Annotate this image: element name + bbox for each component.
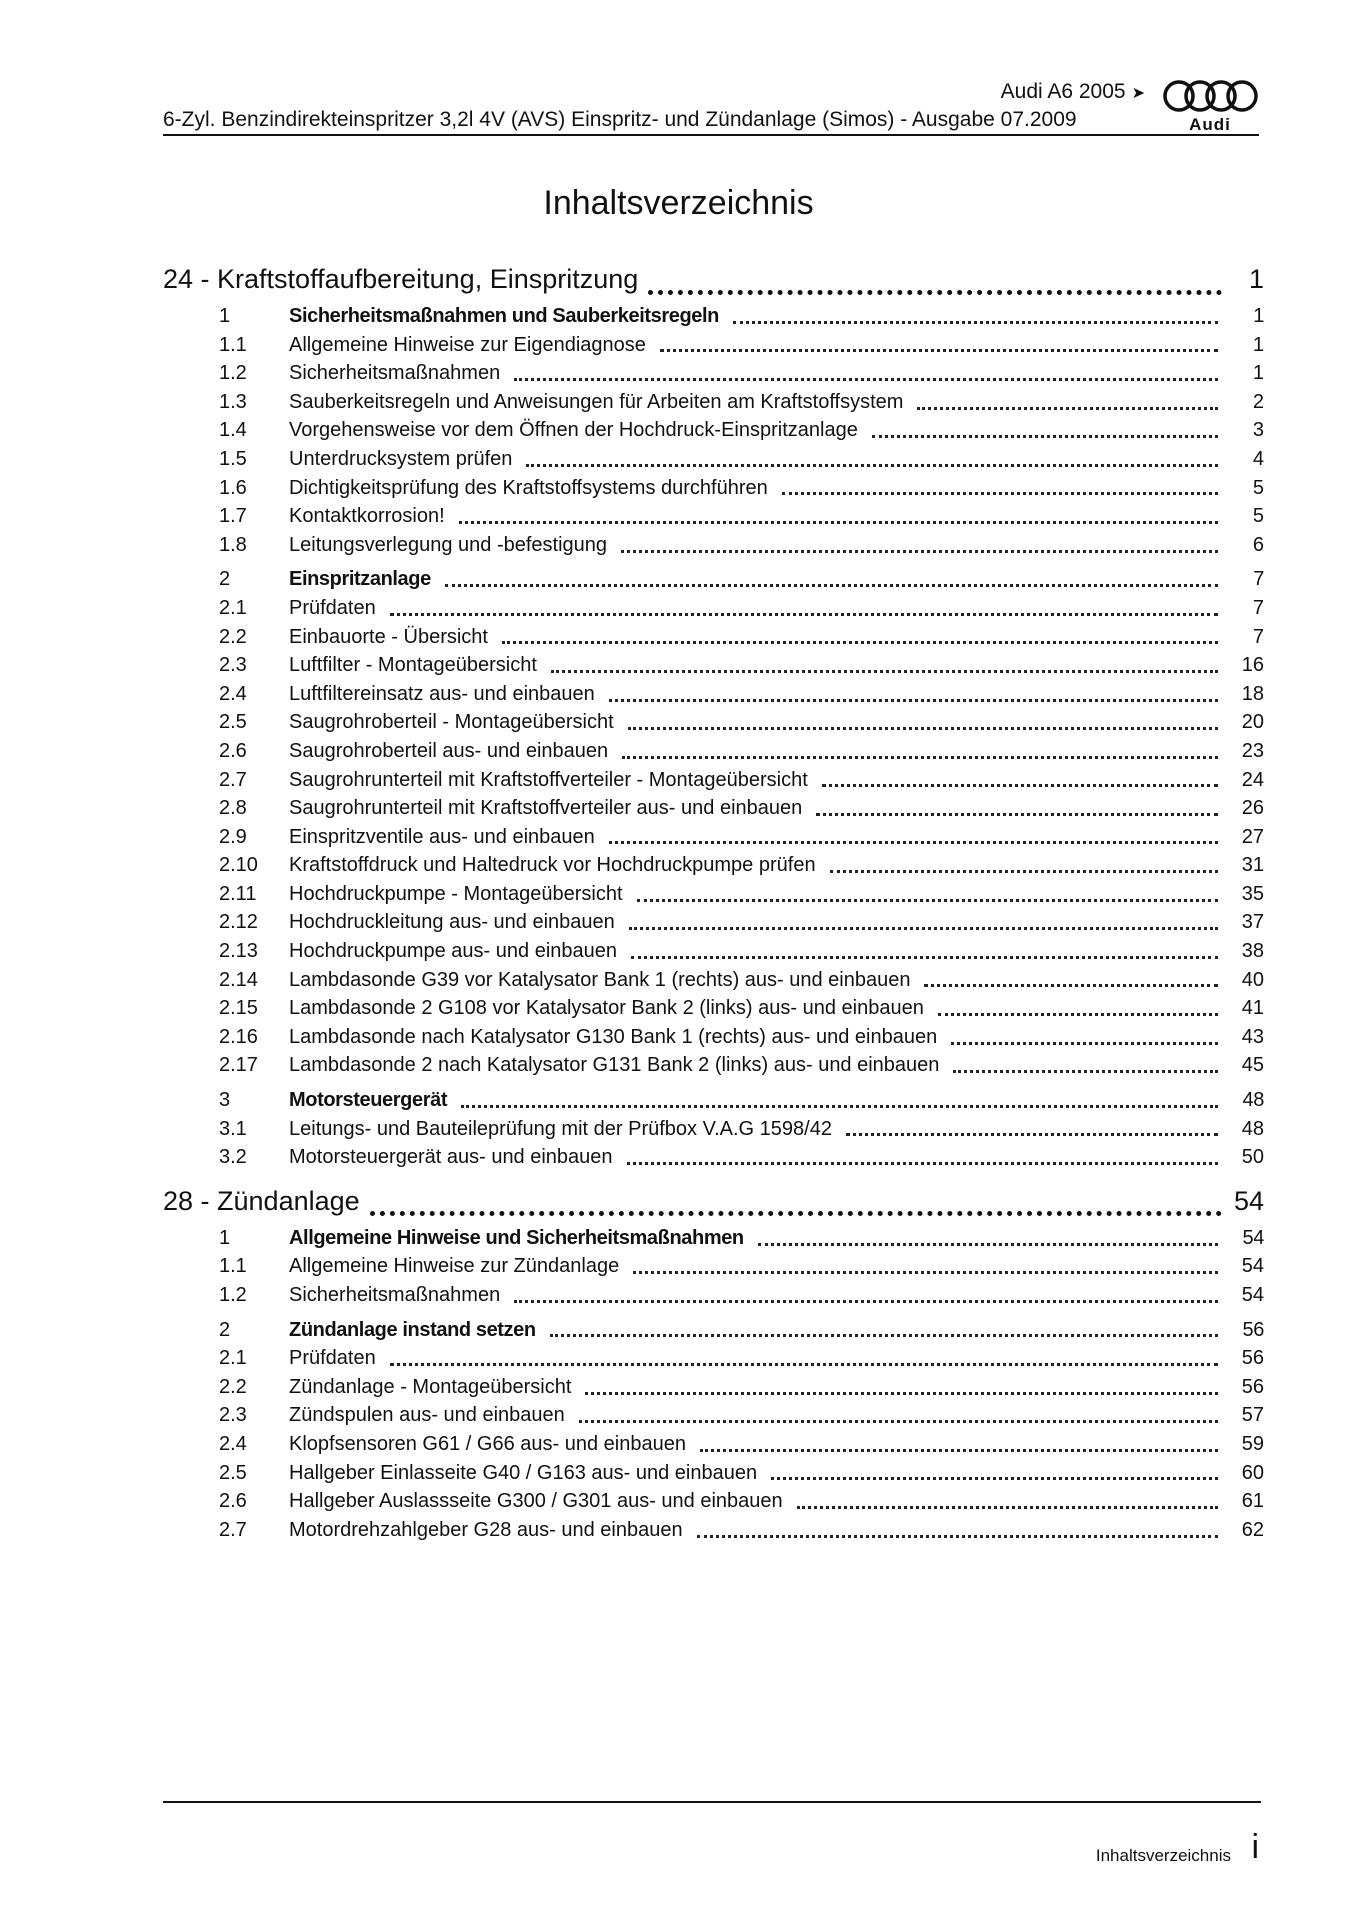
entry-title: Luftfilter - Montageübersicht xyxy=(289,654,537,677)
entry-page: 35 xyxy=(1241,882,1264,905)
dot-leader xyxy=(637,899,1218,902)
entry-number: 2.3 xyxy=(219,654,247,677)
entry-page: 7 xyxy=(1252,625,1264,648)
entry-number: 2.5 xyxy=(219,711,247,734)
entry-number: 2.2 xyxy=(219,625,247,648)
entry-page: 62 xyxy=(1241,1518,1264,1541)
dot-leader xyxy=(390,613,1218,616)
entry-title: Allgemeine Hinweise zur Eigendiagnose xyxy=(289,333,646,356)
entry-number: 2.7 xyxy=(219,768,247,791)
entry-number: 1.1 xyxy=(219,333,247,356)
entry-title: Sauberkeitsregeln und Anweisungen für Arbeiten am Kraftstoffsystem xyxy=(289,390,904,413)
toc-entry[interactable] xyxy=(163,737,1264,766)
entry-title: Sicherheitsmaßnahmen xyxy=(289,362,501,385)
toc-entry[interactable] xyxy=(163,623,1264,652)
entry-number: 2.8 xyxy=(219,797,247,820)
dot-leader xyxy=(629,927,1218,930)
toc-entry[interactable] xyxy=(163,474,1264,503)
dot-leader xyxy=(461,1105,1218,1108)
toc-entry[interactable] xyxy=(163,851,1264,880)
section-number: 1 xyxy=(219,305,231,327)
entry-title: Lambdasonde G39 vor Katalysator Bank 1 (rechts) aus- und einbauen xyxy=(289,968,911,991)
audi-logo xyxy=(1159,78,1261,134)
entry-page: 37 xyxy=(1241,911,1264,934)
chapter-page: 1 xyxy=(1248,264,1264,294)
entry-title: Lambdasonde 2 nach Katalysator G131 Bank 2 (links) aus- und einbauen xyxy=(289,1054,940,1077)
toc-entry[interactable] xyxy=(163,908,1264,937)
entry-number: 2.5 xyxy=(219,1461,247,1484)
section-title: Sicherheitsmaßnahmen und Sauberkeitsregeln xyxy=(289,305,719,327)
entry-page: 6 xyxy=(1252,533,1264,556)
entry-number: 3.1 xyxy=(219,1117,247,1140)
toc-entry[interactable] xyxy=(163,1430,1264,1459)
entry-title: Hochdruckleitung aus- und einbauen xyxy=(289,911,615,934)
dot-leader xyxy=(514,378,1218,381)
entry-title: Sicherheitsmaßnahmen xyxy=(289,1284,501,1306)
entry-title: Saugrohroberteil - Montageübersicht xyxy=(289,711,614,734)
entry-number: 1.6 xyxy=(219,476,247,499)
dot-leader xyxy=(370,1211,1222,1216)
entry-page: 24 xyxy=(1241,768,1264,791)
toc-entry[interactable] xyxy=(163,388,1264,417)
dot-leader xyxy=(953,1070,1218,1073)
entry-title: Zündspulen aus- und einbauen xyxy=(289,1404,565,1427)
toc-entry[interactable] xyxy=(163,502,1264,531)
entry-number: 1.8 xyxy=(219,533,247,556)
entry-page: 61 xyxy=(1241,1490,1264,1513)
dot-leader xyxy=(622,756,1218,759)
entry-number: 1.5 xyxy=(219,447,247,470)
dot-leader xyxy=(514,1300,1218,1303)
entry-page: 45 xyxy=(1241,1054,1264,1077)
toc-entry[interactable] xyxy=(163,1459,1264,1488)
entry-number: 2.12 xyxy=(219,911,258,934)
dot-leader xyxy=(758,1243,1218,1246)
entry-number: 2.4 xyxy=(219,682,247,705)
entry-title: Einspritzventile aus- und einbauen xyxy=(289,825,595,848)
section-page: 56 xyxy=(1242,1318,1264,1341)
toc-entry[interactable] xyxy=(163,966,1264,995)
entry-page: 31 xyxy=(1241,854,1264,877)
entry-page: 48 xyxy=(1241,1117,1264,1140)
toc-entry[interactable] xyxy=(163,794,1264,823)
entry-title: Lambdasonde nach Katalysator G130 Bank 1 (rechts) aus- und einbauen xyxy=(289,1025,938,1048)
toc-entry[interactable] xyxy=(163,331,1264,360)
entry-number: 2.7 xyxy=(219,1518,247,1541)
entry-page: 3 xyxy=(1252,419,1264,442)
entry-title: Saugrohrunterteil mit Kraftstoffverteiler aus- und einbauen xyxy=(289,797,803,820)
entry-number: 2.2 xyxy=(219,1375,247,1398)
dot-leader xyxy=(609,841,1218,844)
entry-number: 2.9 xyxy=(219,825,247,848)
section-number: 1 xyxy=(219,1226,231,1249)
entry-title: Klopfsensoren G61 / G66 aus- und einbauen xyxy=(289,1432,686,1455)
entry-number: 2.6 xyxy=(219,1490,247,1513)
section-number: 2 xyxy=(219,568,231,591)
entry-page: 59 xyxy=(1241,1432,1264,1455)
dot-leader xyxy=(816,813,1218,816)
dot-leader xyxy=(700,1449,1218,1452)
dot-leader xyxy=(579,1420,1218,1423)
header-divider xyxy=(163,134,1259,136)
toc-entry[interactable] xyxy=(163,594,1264,623)
section-title: Einspritzanlage xyxy=(289,568,431,591)
entry-number: 1.3 xyxy=(219,390,247,413)
entry-page: 40 xyxy=(1241,968,1264,991)
dot-leader xyxy=(733,321,1218,324)
dot-leader xyxy=(846,1133,1218,1136)
toc-entry[interactable] xyxy=(163,1516,1264,1545)
dot-leader xyxy=(502,641,1218,644)
entry-title: Motorsteuergerät aus- und einbauen xyxy=(289,1146,613,1169)
entry-title: Zündanlage - Montageübersicht xyxy=(289,1375,572,1398)
dot-leader xyxy=(771,1477,1218,1480)
dot-leader xyxy=(872,435,1218,438)
toc-entry[interactable] xyxy=(163,445,1264,474)
toc-entry[interactable] xyxy=(163,1487,1264,1516)
toc-entry[interactable] xyxy=(163,1373,1264,1402)
audi-wordmark: Audi xyxy=(1189,115,1231,134)
entry-page: 16 xyxy=(1241,654,1264,677)
toc-section[interactable] xyxy=(163,1316,1264,1345)
entry-title: Vorgehensweise vor dem Öffnen der Hochdruck-Einspritzanlage xyxy=(289,419,858,442)
toc-entry[interactable] xyxy=(163,708,1264,737)
toc-entry[interactable] xyxy=(163,766,1264,795)
entry-number: 2.1 xyxy=(219,596,247,619)
vehicle-model xyxy=(1001,80,1145,104)
dot-leader xyxy=(390,1363,1218,1366)
entry-page: 57 xyxy=(1241,1404,1264,1427)
footer-label: Inhaltsverzeichnis xyxy=(1095,1846,1231,1865)
model-label: Audi A6 2005 xyxy=(1000,80,1126,103)
dot-leader xyxy=(550,1334,1218,1337)
entry-page: 43 xyxy=(1241,1025,1264,1048)
entry-number: 1.4 xyxy=(219,419,247,442)
entry-page: 38 xyxy=(1241,940,1264,963)
toc-entry[interactable] xyxy=(163,1051,1264,1080)
toc-entry[interactable] xyxy=(163,1143,1264,1172)
page-title: Inhaltsverzeichnis xyxy=(543,184,814,222)
section-page: 48 xyxy=(1242,1089,1264,1112)
arrow-right-icon: ➤ xyxy=(1131,85,1145,102)
entry-page: 4 xyxy=(1252,447,1264,470)
entry-number: 2.3 xyxy=(219,1404,247,1427)
entry-page: 26 xyxy=(1241,797,1264,820)
entry-page: 2 xyxy=(1252,390,1264,413)
toc-section[interactable] xyxy=(163,302,1264,331)
chapter-page: 54 xyxy=(1233,1185,1264,1216)
entry-number: 2.13 xyxy=(219,940,258,963)
footer-page-number: i xyxy=(1251,1828,1259,1866)
section-number: 2 xyxy=(219,1318,231,1341)
section-title: Zündanlage instand setzen xyxy=(289,1318,536,1341)
entry-title: Kontaktkorrosion! xyxy=(289,505,445,528)
entry-title: Lambdasonde 2 G108 vor Katalysator Bank 2 (links) aus- und einbauen xyxy=(289,997,924,1020)
entry-page: 50 xyxy=(1241,1146,1264,1169)
section-number: 3 xyxy=(219,1089,231,1112)
dot-leader xyxy=(585,1392,1218,1395)
toc-section[interactable] xyxy=(163,1086,1264,1115)
dot-leader xyxy=(631,956,1218,959)
entry-page: 41 xyxy=(1241,997,1264,1020)
entry-title: Hallgeber Einlasseite G40 / G163 aus- und einbauen xyxy=(289,1461,758,1484)
entry-number: 2.15 xyxy=(219,997,258,1020)
entry-number: 2.17 xyxy=(219,1054,258,1077)
entry-page: 7 xyxy=(1252,596,1264,619)
section-title: Allgemeine Hinweise und Sicherheitsmaßnahmen xyxy=(289,1226,744,1249)
section-page: 7 xyxy=(1253,568,1264,591)
entry-title: Prüfdaten xyxy=(289,1347,376,1370)
entry-number: 1.1 xyxy=(219,1255,247,1278)
chapter-title: 28 - Zündanlage xyxy=(163,1185,360,1216)
entry-title: Motordrehzahlgeber G28 aus- und einbauen xyxy=(289,1518,683,1541)
entry-number: 2.6 xyxy=(219,739,247,762)
entry-page: 18 xyxy=(1241,682,1264,705)
entry-number: 2.11 xyxy=(219,882,257,905)
footer-divider xyxy=(163,1801,1261,1803)
dot-leader xyxy=(697,1535,1218,1538)
dot-leader xyxy=(924,984,1218,987)
dot-leader xyxy=(609,699,1218,702)
dot-leader xyxy=(627,1162,1218,1165)
entry-number: 2.1 xyxy=(219,1347,247,1370)
entry-page: 60 xyxy=(1241,1461,1264,1484)
dot-leader xyxy=(782,492,1218,495)
toc-entry[interactable] xyxy=(163,359,1264,388)
entry-title: Allgemeine Hinweise zur Zündanlage xyxy=(289,1255,620,1278)
chapter-title: 24 - Kraftstoffaufbereitung, Einspritzung xyxy=(163,264,639,294)
dot-leader xyxy=(660,349,1218,352)
toc-entry[interactable] xyxy=(163,1115,1264,1144)
dot-leader xyxy=(459,521,1218,524)
toc-chapter[interactable] xyxy=(163,264,1264,302)
entry-title: Saugrohrunterteil mit Kraftstoffverteiler - Montageübersicht xyxy=(289,768,808,791)
toc-entry[interactable] xyxy=(163,1401,1264,1430)
entry-page: 54 xyxy=(1241,1284,1264,1306)
entry-page: 54 xyxy=(1241,1255,1264,1278)
toc-entry[interactable] xyxy=(163,680,1264,709)
dot-leader xyxy=(633,1271,1218,1274)
toc-entry[interactable] xyxy=(163,880,1264,909)
dot-leader xyxy=(445,584,1218,587)
dot-leader xyxy=(551,670,1218,673)
entry-page: 5 xyxy=(1252,505,1264,528)
entry-page: 23 xyxy=(1241,739,1264,762)
entry-page: 5 xyxy=(1252,476,1264,499)
entry-title: Dichtigkeitsprüfung des Kraftstoffsystems durchführen xyxy=(289,476,768,499)
entry-number: 1.2 xyxy=(219,362,247,385)
dot-leader xyxy=(628,727,1218,730)
entry-title: Luftfiltereinsatz aus- und einbauen xyxy=(289,682,595,705)
toc-entry[interactable] xyxy=(163,1023,1264,1052)
entry-number: 1.7 xyxy=(219,505,247,528)
entry-title: Einbauorte - Übersicht xyxy=(289,625,488,648)
entry-page: 56 xyxy=(1241,1375,1264,1398)
section-title: Motorsteuergerät xyxy=(289,1089,448,1112)
entry-title: Hochdruckpumpe aus- und einbauen xyxy=(289,940,617,963)
entry-number: 3.2 xyxy=(219,1146,247,1169)
entry-title: Unterdrucksystem prüfen xyxy=(289,447,513,470)
toc-entry[interactable] xyxy=(163,416,1264,445)
entry-number: 2.14 xyxy=(219,968,258,991)
toc-section[interactable] xyxy=(163,565,1264,594)
entry-page: 20 xyxy=(1241,711,1264,734)
toc-entry[interactable] xyxy=(163,823,1264,852)
entry-title: Leitungsverlegung und -befestigung xyxy=(289,533,608,556)
entry-page: 1 xyxy=(1252,362,1264,385)
table-of-contents xyxy=(163,262,1264,1544)
entry-title: Leitungs- und Bauteileprüfung mit der Prüfbox V.A.G 1598/42 xyxy=(289,1117,832,1140)
toc-entry[interactable] xyxy=(163,651,1264,680)
document-subtitle: 6-Zyl. Benzindirekteinspritzer 3,2l 4V (AVS) Einspritz- und Zündanlage (Simos) - Ausgabe 07.2009 xyxy=(163,108,1077,131)
audi-rings-icon xyxy=(1159,78,1261,114)
dot-leader xyxy=(648,290,1222,295)
dot-leader xyxy=(951,1042,1218,1045)
toc-entry[interactable] xyxy=(163,1344,1264,1373)
entry-number: 2.4 xyxy=(219,1432,247,1455)
toc-entry[interactable] xyxy=(163,994,1264,1023)
entry-page: 56 xyxy=(1241,1347,1264,1370)
dot-leader xyxy=(526,464,1218,467)
toc-chapter[interactable] xyxy=(163,1186,1264,1224)
toc-entry[interactable] xyxy=(163,937,1264,966)
toc-section[interactable] xyxy=(163,1224,1264,1253)
entry-title: Hallgeber Auslassseite G300 / G301 aus- und einbauen xyxy=(289,1490,783,1513)
entry-number: 2.10 xyxy=(219,854,258,877)
dot-leader xyxy=(797,1506,1218,1509)
dot-leader xyxy=(830,870,1218,873)
dot-leader xyxy=(917,407,1218,410)
entry-title: Prüfdaten xyxy=(289,596,376,619)
toc-entry[interactable] xyxy=(163,1252,1264,1281)
dot-leader xyxy=(822,784,1218,787)
entry-title: Kraftstoffdruck und Haltedruck vor Hochdruckpumpe prüfen xyxy=(289,854,816,877)
section-page: 54 xyxy=(1242,1226,1264,1249)
entry-page: 1 xyxy=(1252,333,1264,356)
toc-entry[interactable] xyxy=(163,531,1264,560)
dot-leader xyxy=(938,1013,1218,1016)
section-page: 1 xyxy=(1253,305,1264,327)
entry-title: Saugrohroberteil aus- und einbauen xyxy=(289,739,609,762)
entry-number: 1.2 xyxy=(219,1284,247,1306)
dot-leader xyxy=(621,550,1218,553)
toc-entry[interactable] xyxy=(163,1281,1264,1310)
entry-title: Hochdruckpumpe - Montageübersicht xyxy=(289,882,623,905)
entry-page: 27 xyxy=(1241,825,1264,848)
entry-number: 2.16 xyxy=(219,1025,258,1048)
